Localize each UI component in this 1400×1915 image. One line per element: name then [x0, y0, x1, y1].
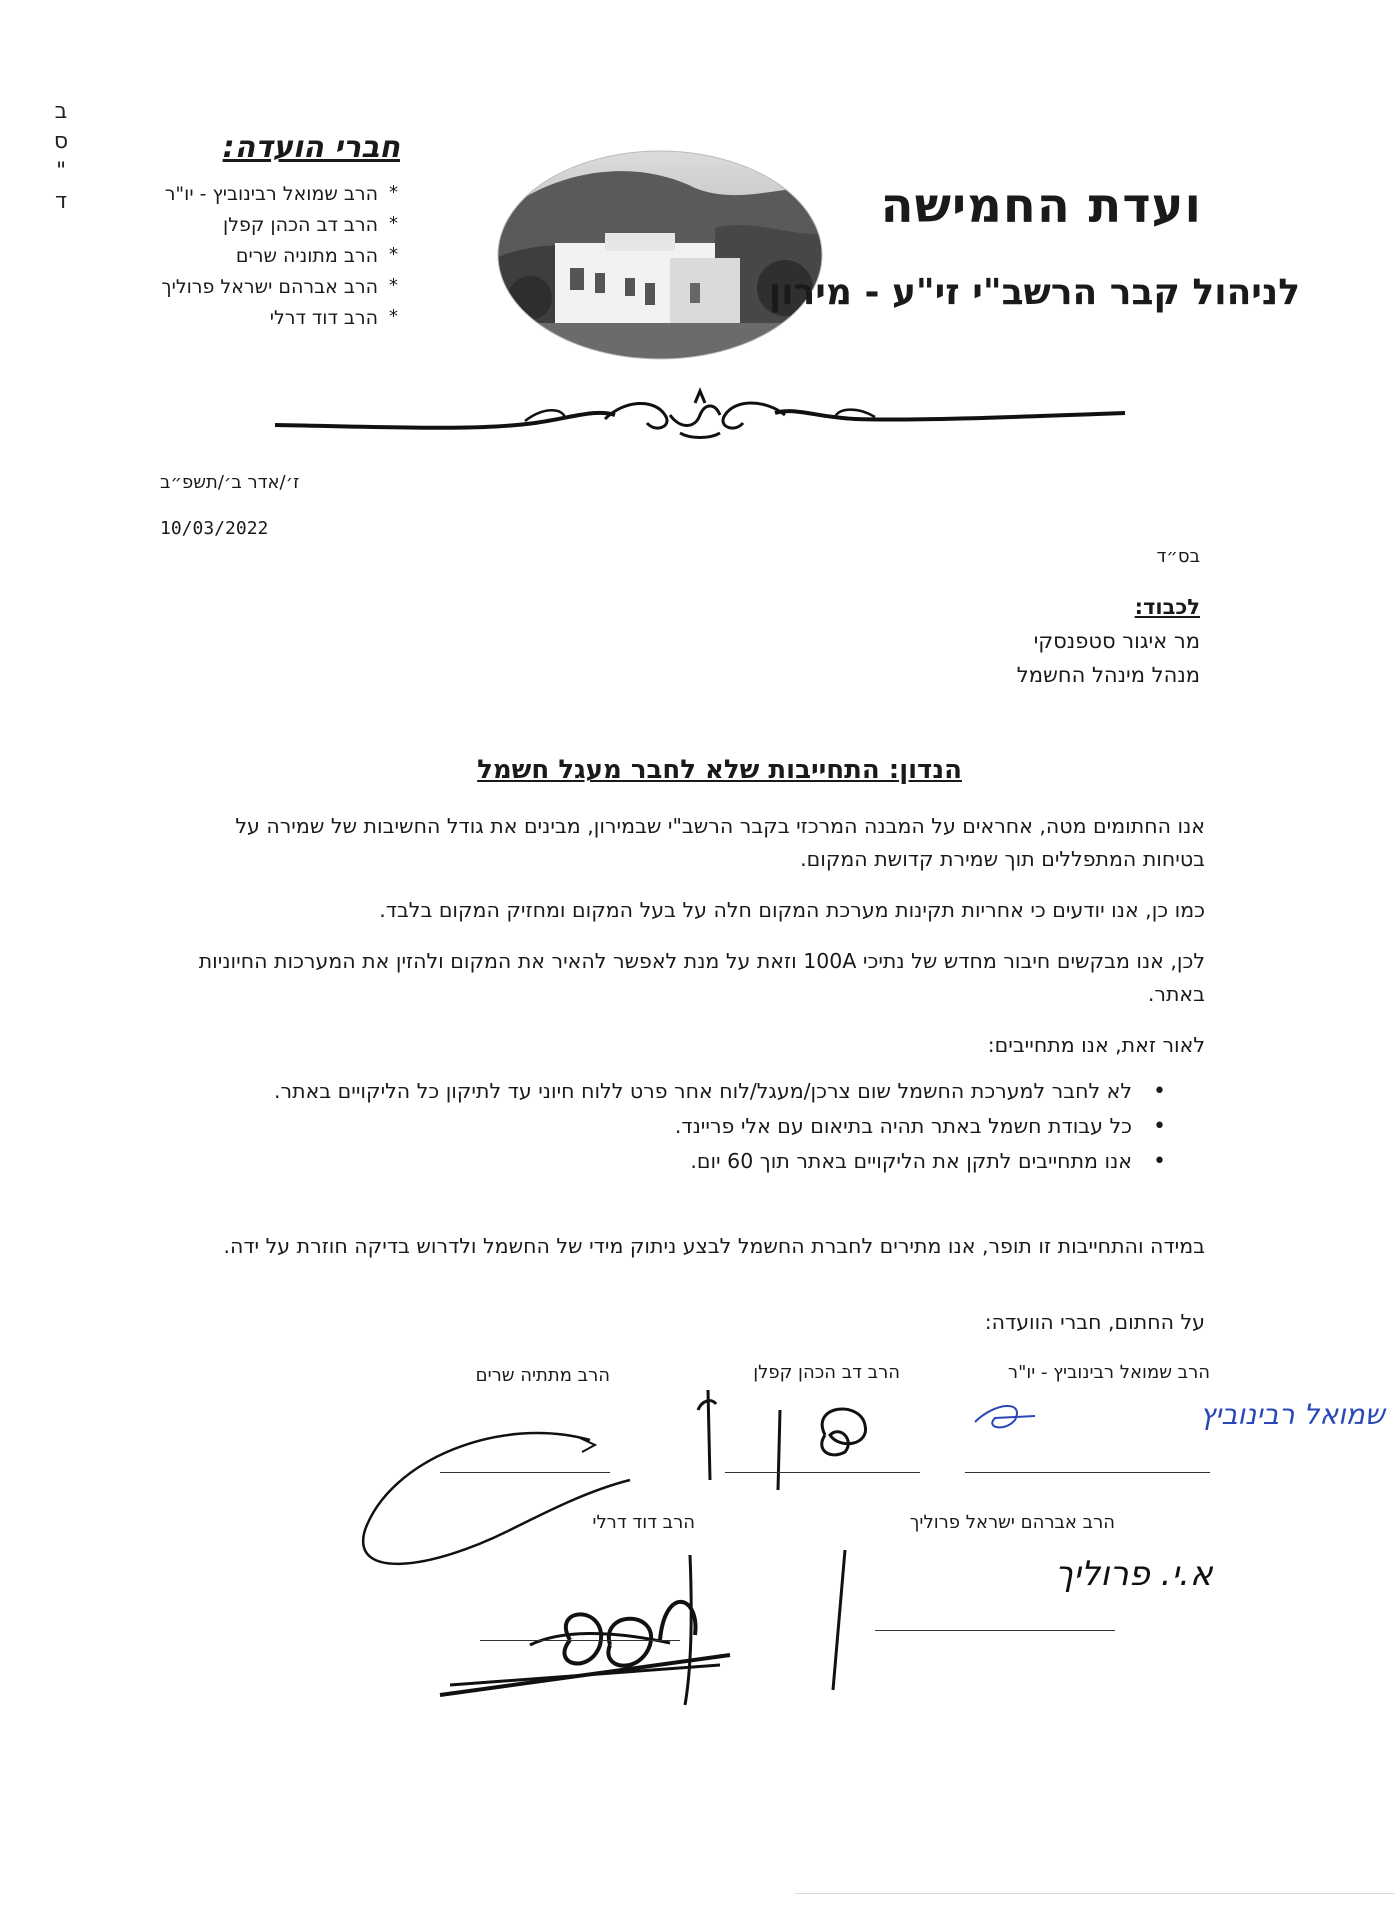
commitment-item: • לא לחבר למערכת החשמל שום צרכן/מעגל/לוח אחר פרט ללוח חיוני עד לתיקון כל הליקויים באתר. [230, 1075, 1170, 1108]
commitments-list [230, 1075, 1170, 1180]
signature-line [480, 1640, 680, 1641]
committee-member: * הרב שמואל רבינוביץ - יו"ר [100, 179, 400, 210]
signatory-name: הרב שמואל רבינוביץ - יו"ר [1007, 1362, 1210, 1383]
recipient-label: לכבוד: [1134, 595, 1200, 619]
committee-member: * הרב דוד דרלי [100, 303, 400, 334]
commitment-item: • אנו מתחייבים לתקן את הליקויים באתר תוך 60 יום. [230, 1145, 1170, 1178]
signature-line [440, 1472, 610, 1473]
committee-subtitle: לניהול קבר הרשב"י זי"ע - מירון [768, 272, 1300, 313]
ornamental-divider [275, 385, 1125, 445]
recipient-block [600, 590, 1200, 692]
signature-line [965, 1472, 1210, 1473]
handwritten-signature [965, 1392, 1385, 1442]
signature-line [875, 1630, 1115, 1631]
handwritten-signature [690, 1380, 900, 1500]
closing-paragraph: במידה והתחייבות זו תופר, אנו מתירים לחברת החשמל לבצע ניתוק מידי של החשמל ולדרוש בדיקה חוזרת על ידה. [223, 1234, 1205, 1258]
signatory-name: הרב דוד דרלי [592, 1512, 695, 1533]
signatory-name: הרב מתתיה שרים [475, 1365, 610, 1386]
subject-line: הנדון: התחייבות שלא לחבר מעגל חשמל [477, 755, 962, 785]
svg-text:שמואל רבינוביץ: שמואל רבינוביץ [1200, 1398, 1385, 1431]
recipient-name: מר איגור סטפנסקי [1033, 629, 1200, 653]
svg-text:א.י. פרוליך: א.י. פרוליך [1055, 1554, 1213, 1594]
handwritten-signature [430, 1545, 750, 1715]
handwritten-signature [805, 1530, 1213, 1700]
side-letter: ס [53, 129, 69, 154]
side-letter: ד [54, 189, 67, 214]
commitment-item: • כל עבודת חשמל באתר תהיה בתיאום עם אלי פריינד. [230, 1110, 1170, 1143]
body-paragraph: לאור זאת, אנו מתחייבים: [987, 1033, 1205, 1057]
committee-members-heading: חברי הועדה: [222, 130, 400, 165]
recipient-role: מנהל מינהל החשמל [1016, 663, 1200, 687]
letter-body [195, 810, 1205, 1080]
meron-building-photo [495, 148, 825, 363]
body-paragraph: אנו החתומים מטה, אחראים על המבנה המרכזי בקבר הרשב"י שבמירון, מבינים את גודל החשיבות של שמירה על בטיחות המתפללים תוך שמירת קדושת המקום. [235, 814, 1205, 871]
body-paragraph: לכן, אנו מבקשים חיבור מחדש של נתיכי 100A וזאת על מנת לאפשר להאיר את המקום ולהזין את המערכות החיוניות באתר. [198, 949, 1205, 1006]
side-vertical-letters [48, 100, 74, 220]
side-letter: " [55, 159, 67, 184]
gregorian-date: 10/03/2022 [160, 518, 269, 539]
committee-title: ועדת החמישה [880, 178, 1202, 234]
signatory-name: הרב דב הכהן קפלן [753, 1362, 900, 1383]
committee-member: * הרב דב הכהן קפלן [100, 210, 400, 241]
committee-members-box [100, 130, 400, 334]
scan-artifact-line [795, 1893, 1395, 1894]
committee-members-list [100, 179, 400, 334]
hebrew-date: ז׳/אדר ב׳/תשפ״ב [160, 472, 300, 493]
committee-member: * הרב אברהם ישראל פרוליך [100, 272, 400, 303]
signature-line [725, 1472, 920, 1473]
committee-member: * הרב מתוניה שרים [100, 241, 400, 272]
sign-intro: על החתום, חברי הוועדה: [984, 1310, 1205, 1334]
signatory-name: הרב אברהם ישראל פרוליך [909, 1512, 1115, 1533]
bsd-mark: בס״ד [1156, 546, 1200, 567]
side-letter: ב [54, 99, 68, 124]
body-paragraph: כמו כן, אנו יודעים כי אחריות תקינות מערכת המקום חלה על בעל המקום ומחזיק המקום בלבד. [379, 898, 1205, 922]
